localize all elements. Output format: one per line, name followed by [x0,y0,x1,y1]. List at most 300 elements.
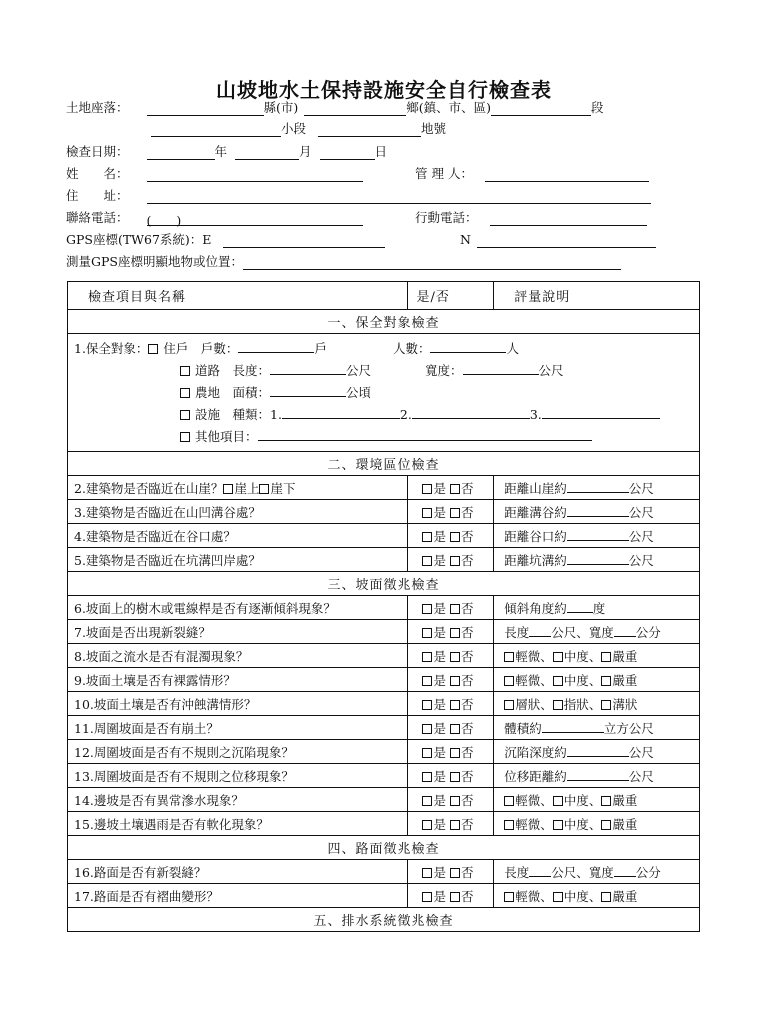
remark-6-text: 傾斜角度約 [504,600,567,616]
severe-checkbox[interactable] [601,652,611,662]
section-title-1: 一、保全對象檢查 [68,310,700,334]
cliff-top-checkbox[interactable] [223,484,233,494]
table-row [68,764,700,788]
no-label: 否 [460,888,474,904]
crack-length-field[interactable] [529,625,551,637]
remark-2 [494,476,700,500]
mild-checkbox[interactable] [504,676,514,686]
yes-checkbox[interactable] [422,892,432,902]
severe-checkbox[interactable] [601,796,611,806]
layered-checkbox[interactable] [504,700,514,710]
table-row [68,596,700,620]
item-10: 10.坡面土壤是否有沖蝕溝情形？ [68,692,408,716]
mild-label: 輕微 [515,816,541,832]
yes-label: 是 [433,648,446,664]
item-8: 8.坡面之流水是否有混濁現象？ [68,644,408,668]
remark-12 [494,740,700,764]
day-label: 日 [374,144,388,159]
item-2 [68,476,408,500]
no-label: 否 [460,624,474,640]
remark-3 [494,500,700,524]
yes-no-6 [408,596,494,620]
mobile-label: 行動電話： [415,210,478,225]
protect-label: 1.保全對象： [74,340,149,356]
manager-field[interactable] [485,169,649,182]
subsection-row [151,121,446,137]
item-13: 13.周圍坡面是否有不規則之位移現象？ [68,764,408,788]
yes-checkbox[interactable] [422,604,432,614]
facility-label: 設施 種類：1. [194,406,282,422]
item-5: 5.建築物是否臨近在坑溝凹岸處？ [68,548,408,572]
no-label: 否 [460,552,474,568]
no-label: 否 [460,816,474,832]
remark-12-text: 沉陷深度約 [504,744,567,760]
no-checkbox[interactable] [450,556,460,566]
farmland-area-field[interactable] [270,385,346,397]
road-length-unit: 公尺 [346,362,372,378]
farmland-label: 農地 面積： [194,384,270,400]
yes-no-12 [408,740,494,764]
inspection-date-row [66,144,387,160]
yes-checkbox[interactable] [422,772,432,782]
section-title-5: 五、排水系統徵兆檢查 [68,908,700,932]
header-remark: 評量說明 [494,282,700,310]
table-row [68,668,700,692]
no-label: 否 [460,672,474,688]
landmark-row [66,254,621,270]
yes-label: 是 [433,480,446,496]
severe-checkbox[interactable] [601,820,611,830]
household-count-field[interactable] [238,341,314,353]
moderate-label: 中度 [563,648,589,664]
separator: 、 [588,888,602,904]
gps-e-field[interactable] [223,235,385,248]
table-row [68,500,700,524]
mild-checkbox[interactable] [504,796,514,806]
width-label: 公尺、寬度 [551,864,614,880]
year-field[interactable] [147,147,215,160]
year-label: 年 [214,144,228,159]
yes-label: 是 [433,888,446,904]
remark-2-unit: 公尺 [628,480,654,496]
table-row [68,788,700,812]
lot-no-field[interactable] [318,124,421,137]
yes-no-5 [408,548,494,572]
item-3: 3.建築物是否臨近在山凹溝谷處？ [68,500,408,524]
yes-label: 是 [433,624,446,640]
lot-no-label: 地號 [421,121,447,136]
mild-checkbox[interactable] [504,892,514,902]
section-title-2: 二、環境區位檢查 [68,452,700,476]
inspection-table [67,281,700,932]
moderate-checkbox[interactable] [553,892,563,902]
remark-4 [494,524,700,548]
yes-no-10 [408,692,494,716]
length-label: 長度 [504,864,530,880]
mild-label: 輕微 [515,888,541,904]
no-checkbox[interactable] [450,796,460,806]
subsection-field[interactable] [151,124,281,137]
yes-no-8 [408,644,494,668]
layered-label: 層狀 [515,696,541,712]
yes-checkbox[interactable] [422,868,432,878]
name-field[interactable] [147,169,363,182]
severe-label: 嚴重 [612,816,638,832]
cliff-top-label: 崖上 [234,480,260,496]
moderate-label: 中度 [563,792,589,808]
farmland-checkbox[interactable] [180,388,190,398]
gps-n-field[interactable] [477,235,656,248]
separator: 、 [588,816,602,832]
no-checkbox[interactable] [450,484,460,494]
yes-checkbox[interactable] [422,676,432,686]
moderate-checkbox[interactable] [553,676,563,686]
remark-5-unit: 公尺 [628,552,654,568]
yes-checkbox[interactable] [422,748,432,758]
remark-15 [494,812,700,836]
separator: 、 [540,816,553,832]
no-label: 否 [460,792,474,808]
yes-checkbox[interactable] [422,652,432,662]
no-label: 否 [460,696,474,712]
remark-3-field[interactable] [567,505,629,517]
residence-label: 住戶 戶數： [163,340,239,356]
item-4: 4.建築物是否臨近在谷口處？ [68,524,408,548]
crack-width-field[interactable] [614,625,636,637]
road-checkbox[interactable] [180,366,190,376]
month-label: 月 [299,144,312,159]
cliff-bottom-checkbox[interactable] [259,484,269,494]
mild-label: 輕微 [515,648,541,664]
form-title: 山坡地水土保持設施安全自行檢查表 [216,78,552,102]
yes-no-13 [408,764,494,788]
protect-row [68,334,700,452]
other-field[interactable] [258,429,592,441]
moderate-label: 中度 [563,888,589,904]
other-checkbox[interactable] [180,432,190,442]
mobile-row [415,210,647,226]
section-field[interactable] [491,103,591,116]
gps-e-label: GPS座標(TW67系統)：E [66,232,212,247]
county-label: 縣(市) [263,100,299,115]
yes-checkbox[interactable] [422,484,432,494]
landmark-field[interactable] [243,257,621,270]
subsidence-field[interactable] [567,745,629,757]
remark-5 [494,548,700,572]
table-row [68,524,700,548]
width-label: 公尺、寬度 [551,624,614,640]
road-crack-width-field[interactable] [614,865,636,877]
name-row [66,166,363,182]
item-12: 12.周圍坡面是否有不規則之沉陷現象？ [68,740,408,764]
no-checkbox[interactable] [450,676,460,686]
day-field[interactable] [320,147,375,160]
moderate-checkbox[interactable] [553,796,563,806]
severe-label: 嚴重 [612,672,638,688]
yes-label: 是 [433,600,446,616]
table-header-row [68,282,700,310]
yes-label: 是 [433,528,446,544]
facility-2-label: 2. [399,406,412,422]
yes-label: 是 [433,720,446,736]
yes-checkbox[interactable] [422,796,432,806]
table-row [68,692,700,716]
subsection-label: 小段 [281,121,307,136]
no-checkbox[interactable] [450,700,460,710]
no-label: 否 [460,864,474,880]
cm-unit: 公分 [635,864,661,880]
remark-3-text: 距離溝谷約 [504,504,567,520]
item-17: 17.路面是否有褶曲變形？ [68,884,408,908]
table-row [68,476,700,500]
severe-label: 嚴重 [612,888,638,904]
separator: 、 [540,888,553,904]
no-label: 否 [460,768,474,784]
facility-1-field[interactable] [282,407,400,419]
tilt-angle-field[interactable] [567,601,593,613]
no-checkbox[interactable] [450,772,460,782]
remark-8 [494,644,700,668]
yes-checkbox[interactable] [422,532,432,542]
phone-row [66,210,363,226]
finger-checkbox[interactable] [553,700,563,710]
remark-10 [494,692,700,716]
no-checkbox[interactable] [450,604,460,614]
no-checkbox[interactable] [450,508,460,518]
facility-3-label: 3. [529,406,542,422]
no-checkbox[interactable] [450,724,460,734]
remark-13 [494,764,700,788]
finger-label: 指狀 [563,696,589,712]
moderate-checkbox[interactable] [553,652,563,662]
separator: 、 [588,792,602,808]
land-location-label: 土地座落： [66,100,129,115]
item-9: 9.坡面土壤是否有裸露情形？ [68,668,408,692]
gps-n-row [460,232,656,248]
no-label: 否 [460,600,474,616]
yes-checkbox[interactable] [422,628,432,638]
no-checkbox[interactable] [450,628,460,638]
protect-facility [74,404,693,426]
yes-no-7 [408,620,494,644]
facility-2-field[interactable] [412,407,530,419]
yes-no-9 [408,668,494,692]
phone-area-code: ( ) [146,213,182,228]
landmark-label: 測量GPS座標明顯地物或位置： [66,254,243,269]
address-row [66,188,651,204]
section-title-3: 三、坡面徵兆檢查 [68,572,700,596]
gps-n-label: N [460,232,471,247]
road-width-label: 寬度： [425,362,463,378]
degree-unit: 度 [592,600,606,616]
remark-5-text: 距離坑溝約 [504,552,567,568]
mild-checkbox[interactable] [504,652,514,662]
separator: 、 [588,648,602,664]
remark-4-text: 距離谷口約 [504,528,567,544]
land-location-row [66,100,604,116]
header-item: 檢查項目與名稱 [68,282,408,310]
phone-label: 聯絡電話： [66,210,129,225]
yes-no-17 [408,884,494,908]
yes-checkbox[interactable] [422,724,432,734]
table-row [68,548,700,572]
table-row [68,884,700,908]
road-crack-length-field[interactable] [529,865,551,877]
separator: 、 [540,648,553,664]
yes-no-14 [408,788,494,812]
remark-13-unit: 公尺 [628,768,654,784]
mild-label: 輕微 [515,792,541,808]
yes-checkbox[interactable] [422,700,432,710]
township-label: 鄉(鎮、市、區) [406,100,492,115]
severe-checkbox[interactable] [601,892,611,902]
gully-checkbox[interactable] [601,700,611,710]
yes-label: 是 [433,672,446,688]
item-6: 6.坡面上的樹木或電線桿是否有逐漸傾斜現象？ [68,596,408,620]
no-label: 否 [460,528,474,544]
no-label: 否 [460,648,474,664]
remark-12-unit: 公尺 [628,744,654,760]
cliff-bottom-label: 崖下 [270,480,296,496]
mild-label: 輕微 [515,672,541,688]
severe-checkbox[interactable] [601,676,611,686]
separator: 、 [588,696,602,712]
yes-label: 是 [433,768,446,784]
manager-row [415,166,649,182]
facility-3-field[interactable] [542,407,660,419]
separator: 、 [540,792,553,808]
table-row [68,740,700,764]
remark-9 [494,668,700,692]
remark-17 [494,884,700,908]
yes-checkbox[interactable] [422,820,432,830]
no-checkbox[interactable] [450,868,460,878]
table-row [68,812,700,836]
county-field[interactable] [147,103,264,116]
item-15: 15.邊坡土壤遇雨是否有軟化現象？ [68,812,408,836]
moderate-label: 中度 [563,672,589,688]
moderate-label: 中度 [563,816,589,832]
road-label: 道路 長度： [194,362,270,378]
remark-2-field[interactable] [567,481,629,493]
item-7: 7.坡面是否出現新裂縫？ [68,620,408,644]
item-11: 11.周圍坡面是否有崩土？ [68,716,408,740]
people-label: 人數： [392,340,431,356]
protect-other [74,426,693,448]
yes-no-4 [408,524,494,548]
protect-road [74,360,693,382]
yes-label: 是 [433,552,446,568]
separator: 、 [540,696,553,712]
address-label: 住 址： [66,188,129,203]
residence-checkbox[interactable] [148,344,158,354]
remark-14 [494,788,700,812]
phone-field[interactable] [147,213,363,226]
yes-label: 是 [433,864,446,880]
displacement-field[interactable] [567,769,629,781]
mobile-field[interactable] [490,213,647,226]
household-unit: 戶 [314,340,327,356]
no-label: 否 [460,744,474,760]
yes-label: 是 [433,696,446,712]
no-label: 否 [460,504,474,520]
remark-2-text: 距離山崖約 [504,480,567,496]
yes-no-3 [408,500,494,524]
people-unit: 人 [506,340,519,356]
item-16: 16.路面是否有新裂縫？ [68,860,408,884]
yes-checkbox[interactable] [422,508,432,518]
yes-no-11 [408,716,494,740]
cm-unit: 公分 [635,624,661,640]
table-row [68,716,700,740]
item-2-text: 2.建築物是否臨近在山崖？ [74,480,224,496]
yes-label: 是 [433,744,446,760]
manager-label: 管 理 人： [415,166,473,181]
road-length-field[interactable] [270,363,346,375]
facility-checkbox[interactable] [180,410,190,420]
no-checkbox[interactable] [450,748,460,758]
yes-label: 是 [433,504,446,520]
no-checkbox[interactable] [450,892,460,902]
yes-no-2 [408,476,494,500]
remark-4-unit: 公尺 [628,528,654,544]
remark-7 [494,620,700,644]
table-row [68,644,700,668]
length-label: 長度 [504,624,530,640]
road-width-field[interactable] [463,363,539,375]
road-width-unit: 公尺 [538,362,564,378]
gps-row [66,232,385,248]
people-count-field[interactable] [430,341,506,353]
no-checkbox[interactable] [450,820,460,830]
section-title-4: 四、路面徵兆檢查 [68,836,700,860]
remark-6 [494,596,700,620]
header-yes-no: 是/否 [408,282,494,310]
yes-label: 是 [433,792,446,808]
remark-5-field[interactable] [567,553,629,565]
table-row [68,620,700,644]
table-row [68,860,700,884]
no-label: 否 [460,720,474,736]
protect-residence [74,338,693,360]
item-14: 14.邊坡是否有異常滲水現象？ [68,788,408,812]
township-field[interactable] [304,103,406,116]
volume-field[interactable] [542,721,604,733]
moderate-checkbox[interactable] [553,820,563,830]
remark-16 [494,860,700,884]
yes-no-16 [408,860,494,884]
name-label: 姓 名： [66,166,129,181]
no-label: 否 [460,480,474,496]
yes-label: 是 [433,816,446,832]
remark-3-unit: 公尺 [628,504,654,520]
protect-farmland [74,382,693,404]
mild-checkbox[interactable] [504,820,514,830]
month-field[interactable] [235,147,299,160]
separator: 、 [588,672,602,688]
remark-11-text: 體積約 [504,720,542,736]
no-checkbox[interactable] [450,532,460,542]
no-checkbox[interactable] [450,652,460,662]
yes-checkbox[interactable] [422,556,432,566]
farmland-unit: 公頃 [346,384,372,400]
cubic-unit: 立方公尺 [603,720,654,736]
inspection-date-label: 檢查日期： [66,144,129,159]
section-label: 段 [591,100,604,115]
address-field[interactable] [147,191,651,204]
remark-4-field[interactable] [567,529,629,541]
gully-label: 溝狀 [612,696,638,712]
